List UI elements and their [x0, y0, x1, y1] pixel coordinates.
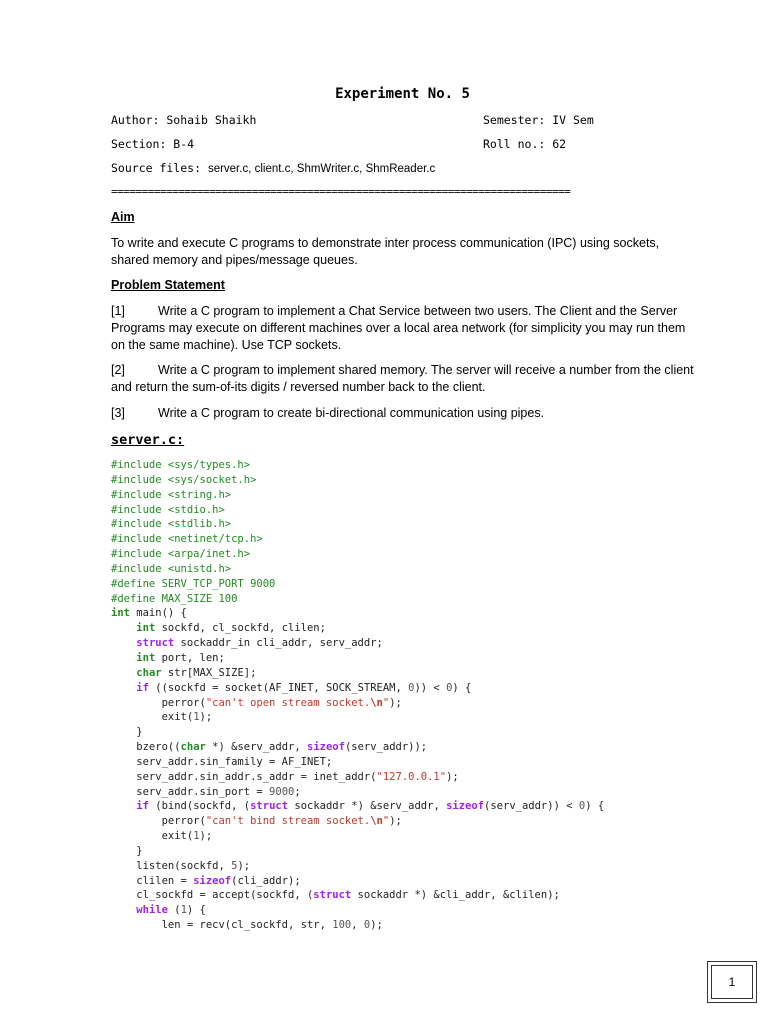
code-line: struct sockaddr_in cli_addr, serv_addr; — [136, 637, 383, 650]
code-line: serv_addr.sin_addr.s_addr = inet_addr("127.0.0.1"); — [111, 770, 459, 783]
code-line: cl_sockfd = accept(sockfd, (struct sockaddr *) &cli_addr, &clilen); — [111, 889, 560, 902]
code-line: #include <sys/socket.h> — [111, 473, 257, 486]
code-line: listen(sockfd, 5); — [111, 859, 251, 872]
code-line: #include <netinet/tcp.h> — [111, 533, 263, 546]
source-files-label: Source files: — [111, 161, 208, 175]
code-line: #include <stdlib.h> — [111, 518, 232, 531]
code-line: int sockfd, cl_sockfd, clilen; — [136, 622, 326, 635]
problem-item-text: Write a C program to create bi-directional communication using pipes. — [158, 406, 545, 420]
problem-item-2 — [111, 362, 696, 396]
problem-item-number: [2] — [111, 363, 125, 377]
source-files-list: server.c, client.c, ShmWriter.c, ShmReader.c — [207, 163, 436, 175]
code-line: #include <arpa/inet.h> — [111, 548, 251, 561]
separator-line: =========================================================================== — [111, 185, 571, 198]
code-line: int port, len; — [136, 651, 225, 664]
page-number: 1 — [711, 965, 753, 999]
code-line: #define MAX_SIZE 100 — [111, 592, 238, 605]
author-line: Author: Sohaib Shaikh — [111, 113, 257, 127]
code-line: } — [111, 726, 143, 739]
code-line: #include <string.h> — [111, 488, 232, 501]
code-line: perror("can't open stream socket.\n"); — [111, 696, 402, 709]
problem-item-text: Write a C program to implement shared memory. The server will receive a number from the client and return the sum-of-its digits / reversed number back to the client. — [111, 363, 694, 394]
problem-item-3 — [111, 405, 696, 422]
code-line: } — [111, 844, 143, 857]
code-line: #include <sys/types.h> — [111, 459, 251, 471]
code-line: clilen = sizeof(cli_addr); — [111, 874, 301, 887]
code-line: #include <stdio.h> — [111, 503, 225, 516]
code-block — [111, 458, 604, 933]
problem-item-1 — [111, 303, 696, 354]
code-line: bzero((char *) &serv_addr, sizeof(serv_addr)); — [111, 741, 428, 754]
code-section-heading: server.c: — [111, 432, 185, 448]
code-line: serv_addr.sin_family = AF_INET; — [111, 755, 333, 768]
code-line: #include <unistd.h> — [111, 562, 232, 575]
problem-item-number: [3] — [111, 406, 125, 420]
aim-heading: Aim — [111, 210, 135, 224]
problem-item-number: [1] — [111, 304, 125, 318]
code-line: #define SERV_TCP_PORT 9000 — [111, 577, 276, 590]
code-line: if ((sockfd = socket(AF_INET, SOCK_STREAM, 0)) < 0) { — [136, 681, 472, 694]
aim-text: To write and execute C programs to demonstrate inter process communication (IPC) using sockets, shared memory and pipes/message queues. — [111, 236, 660, 267]
roll-number-line: Roll no.: 62 — [483, 137, 567, 151]
document-title: Experiment No. 5 — [335, 86, 470, 102]
code-line: int main() { — [111, 607, 187, 620]
code-line: exit(1); — [111, 711, 213, 724]
semester-line: Semester: IV Sem — [483, 113, 594, 127]
source-files-line — [111, 161, 435, 175]
code-line: if (bind(sockfd, (struct sockaddr *) &serv_addr, sizeof(serv_addr)) < 0) { — [136, 800, 605, 813]
section-line: Section: B-4 — [111, 137, 195, 151]
code-line: while (1) { — [136, 904, 206, 917]
code-line: perror("can't bind stream socket.\n"); — [111, 815, 402, 828]
page-number-box — [707, 961, 757, 1003]
problem-statement-heading: Problem Statement — [111, 278, 225, 292]
code-line: serv_addr.sin_port = 9000; — [111, 785, 301, 798]
code-line: char str[MAX_SIZE]; — [136, 666, 257, 679]
problem-item-text: Write a C program to implement a Chat Service between two users. The Client and the Server Programs may execute on different machines over a local area network (for simplicity you may run them on the same machine). Use TCP sockets. — [111, 304, 686, 352]
code-line: len = recv(cl_sockfd, str, 100, 0); — [111, 919, 383, 932]
code-line: exit(1); — [111, 830, 213, 843]
